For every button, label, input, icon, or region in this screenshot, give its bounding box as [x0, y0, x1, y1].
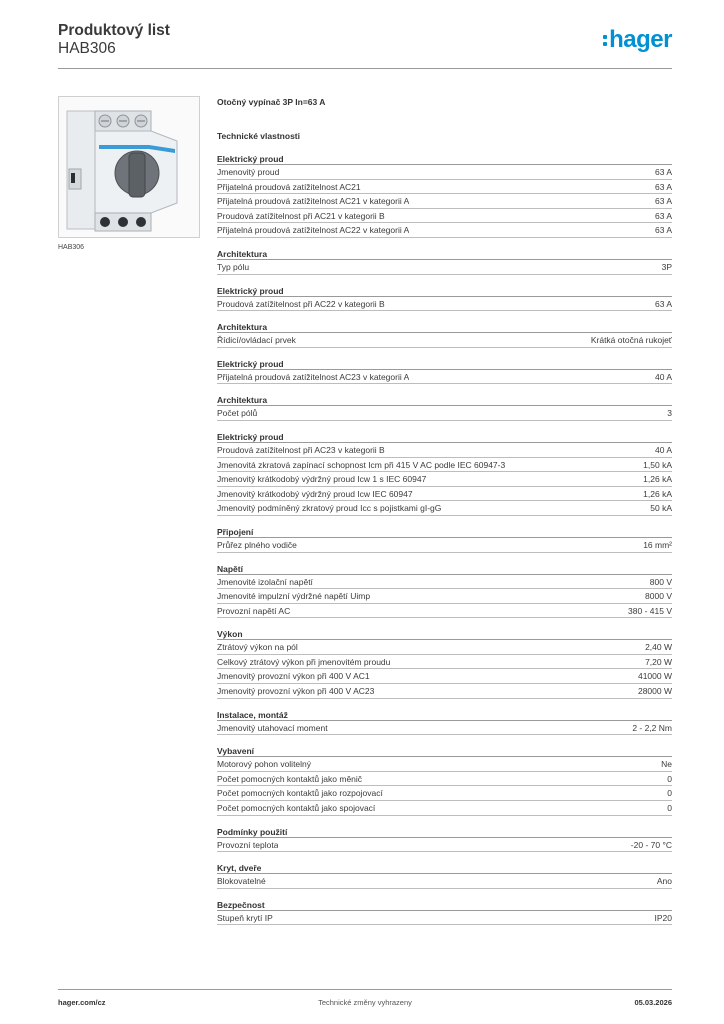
- spec-section: [217, 862, 672, 889]
- spec-value: 8000 V: [645, 591, 672, 602]
- spec-row: [217, 333, 672, 348]
- spec-label: Provozní napětí AC: [217, 605, 291, 616]
- spec-section: [217, 826, 672, 853]
- spec-section: [217, 563, 672, 619]
- image-caption: HAB306: [58, 244, 85, 251]
- spec-section: [217, 153, 672, 238]
- spec-label: Počet pomocných kontaktů jako rozpojovací: [217, 788, 383, 799]
- spec-row: [217, 472, 672, 487]
- spec-label: Jmenovité izolační napětí: [217, 576, 313, 587]
- spec-label: Jmenovitý provozní výkon při 400 V AC23: [217, 686, 375, 697]
- section-title: Elektrický proud: [217, 153, 672, 165]
- spec-value: 63 A: [654, 210, 672, 221]
- section-title: Připojení: [217, 526, 672, 538]
- spec-value: 63 A: [654, 298, 672, 309]
- spec-value: 40 A: [654, 444, 672, 455]
- spec-row: [217, 684, 672, 699]
- spec-row: [217, 501, 672, 516]
- spec-label: Jmenovité impulzní výdržné napětí Uimp: [217, 591, 371, 602]
- spec-row: [217, 604, 672, 619]
- spec-row: [217, 260, 672, 275]
- page-header: [58, 22, 672, 68]
- spec-row: [217, 538, 672, 553]
- spec-label: Počet pomocných kontaktů jako měnič: [217, 773, 363, 784]
- page-footer: [58, 998, 672, 1010]
- spec-label: Jmenovitý utahovací moment: [217, 722, 328, 733]
- spec-label: Přijatelná proudová zatížitelnost AC21 v kategorii A: [217, 196, 410, 207]
- spec-row: [217, 640, 672, 655]
- spec-label: Jmenovitý krátkodobý výdržný proud Icw 1 s IEC 60947: [217, 474, 427, 485]
- spec-row: [217, 194, 672, 209]
- section-title: Architektura: [217, 248, 672, 260]
- section-title: Podmínky použití: [217, 826, 672, 838]
- spec-section: [217, 628, 672, 698]
- spec-value: 40 A: [654, 371, 672, 382]
- spec-row: [217, 223, 672, 238]
- spec-section: [217, 248, 672, 275]
- spec-label: Jmenovitá zkratová zapínací schopnost Icm při 415 V AC podle IEC 60947-3: [217, 459, 506, 470]
- spec-row: [217, 838, 672, 853]
- hager-logo[interactable]: [603, 26, 672, 54]
- spec-label: Provozní teplota: [217, 839, 279, 850]
- spec-value: IP20: [654, 912, 672, 923]
- spec-value: Ano: [656, 876, 672, 887]
- spec-value: 28000 W: [637, 686, 672, 697]
- section-title: Elektrický proud: [217, 285, 672, 297]
- spec-label: Řídicí/ovládací prvek: [217, 335, 296, 346]
- spec-label: Jmenovitý podmíněný zkratový proud Icc s pojistkami gI-gG: [217, 503, 442, 514]
- spec-row: [217, 458, 672, 473]
- spec-value: 2 - 2,2 Nm: [632, 722, 672, 733]
- spec-row: [217, 801, 672, 816]
- header-divider: [58, 68, 672, 69]
- spec-value: 3: [667, 408, 672, 419]
- spec-label: Ztrátový výkon na pól: [217, 642, 298, 653]
- spec-label: Proudová zatížitelnost při AC23 v kategorii B: [217, 444, 385, 455]
- spec-label: Jmenovitý proud: [217, 167, 280, 177]
- spec-value: 63 A: [654, 181, 672, 192]
- spec-row: [217, 209, 672, 224]
- spec-row: [217, 721, 672, 736]
- spec-row: [217, 487, 672, 502]
- section-title: Kryt, dveře: [217, 862, 672, 874]
- spec-value: 50 kA: [650, 503, 672, 514]
- spec-value: 0: [667, 773, 672, 784]
- spec-value: 41000 W: [637, 671, 672, 682]
- spec-label: Přijatelná proudová zatížitelnost AC23 v kategorii A: [217, 371, 410, 382]
- spec-section: [217, 899, 672, 926]
- product-name: Otočný vypínač 3P In=63 A: [217, 97, 326, 107]
- spec-label: Počet pomocných kontaktů jako spojovací: [217, 803, 376, 814]
- spec-value: Krátká otočná rukojeť: [590, 335, 672, 346]
- spec-label: Jmenovitý provozní výkon při 400 V AC1: [217, 671, 370, 682]
- product-image: [58, 96, 200, 238]
- footer-website-link[interactable]: hager.com/cz: [58, 998, 106, 1007]
- spec-section: [217, 358, 672, 385]
- spec-value: 0: [667, 788, 672, 799]
- section-title: Elektrický proud: [217, 358, 672, 370]
- spec-row: [217, 655, 672, 670]
- section-title: Architektura: [217, 321, 672, 333]
- section-title: Elektrický proud: [217, 431, 672, 443]
- spec-value: 1,26 kA: [643, 488, 672, 499]
- rotary-switch-product-photo: [59, 97, 199, 237]
- spec-label: Typ pólu: [217, 261, 250, 272]
- spec-label: Blokovatelné: [217, 876, 266, 887]
- section-title: Napětí: [217, 563, 672, 575]
- tech-heading: Technické vlastnosti: [217, 131, 300, 141]
- spec-value: 1,26 kA: [643, 474, 672, 485]
- spec-section: [217, 394, 672, 421]
- spec-value: -20 - 70 °C: [630, 839, 672, 850]
- spec-value: 3P: [661, 261, 672, 272]
- spec-value: 0: [667, 803, 672, 814]
- spec-value: 2,40 W: [645, 642, 672, 653]
- spec-row: [217, 757, 672, 772]
- spec-label: Celkový ztrátový výkon při jmenovitém proudu: [217, 656, 391, 667]
- page-title: Produktový list: [58, 22, 170, 39]
- spec-row: [217, 297, 672, 312]
- spec-content: [217, 96, 672, 925]
- spec-label: Přijatelná proudová zatížitelnost AC21: [217, 181, 361, 192]
- section-title: Architektura: [217, 394, 672, 406]
- footer-disclaimer: Technické změny vyhrazeny: [318, 998, 412, 1007]
- spec-label: Počet pólů: [217, 408, 258, 419]
- section-title: Instalace, montáž: [217, 709, 672, 721]
- spec-row: [217, 874, 672, 889]
- spec-value: 800 V: [649, 576, 672, 587]
- spec-value: 16 mm²: [643, 539, 672, 550]
- spec-value: 7,20 W: [645, 656, 672, 667]
- spec-label: Proudová zatížitelnost při AC21 v kategorii B: [217, 210, 385, 221]
- spec-section: [217, 709, 672, 736]
- spec-row: [217, 180, 672, 195]
- footer-divider: [58, 989, 672, 990]
- section-title: Vybavení: [217, 745, 672, 757]
- spec-value: 63 A: [654, 225, 672, 236]
- spec-row: [217, 911, 672, 926]
- spec-section: [217, 431, 672, 516]
- section-title: Bezpečnost: [217, 899, 672, 911]
- spec-value: 1,50 kA: [643, 459, 672, 470]
- spec-label: Motorový pohon volitelný: [217, 759, 312, 770]
- spec-row: [217, 406, 672, 421]
- spec-row: [217, 165, 672, 180]
- spec-label: Proudová zatížitelnost při AC22 v kategorii B: [217, 298, 385, 309]
- section-title: Výkon: [217, 628, 672, 640]
- product-code: HAB306: [58, 40, 116, 57]
- logo-dots-icon: [603, 35, 607, 46]
- logo-text: hager: [609, 26, 672, 53]
- spec-row: [217, 772, 672, 787]
- spec-section: [217, 745, 672, 815]
- spec-row: [217, 669, 672, 684]
- spec-label: Stupeň krytí IP: [217, 912, 273, 923]
- spec-section: [217, 285, 672, 312]
- spec-section: [217, 526, 672, 553]
- spec-section: [217, 321, 672, 348]
- spec-sections: [217, 153, 672, 925]
- spec-value: 63 A: [654, 196, 672, 207]
- spec-row: [217, 575, 672, 590]
- footer-date: 05.03.2026: [634, 998, 672, 1007]
- spec-label: Přijatelná proudová zatížitelnost AC22 v kategorii A: [217, 225, 410, 236]
- spec-row: [217, 589, 672, 604]
- spec-value: 380 - 415 V: [628, 605, 672, 616]
- spec-row: [217, 443, 672, 458]
- spec-value: Ne: [661, 759, 672, 770]
- spec-row: [217, 786, 672, 801]
- spec-label: Jmenovitý krátkodobý výdržný proud Icw IEC 60947: [217, 488, 413, 499]
- spec-label: Průřez plného vodiče: [217, 539, 297, 550]
- spec-row: [217, 370, 672, 385]
- spec-value: 63 A: [654, 167, 672, 177]
